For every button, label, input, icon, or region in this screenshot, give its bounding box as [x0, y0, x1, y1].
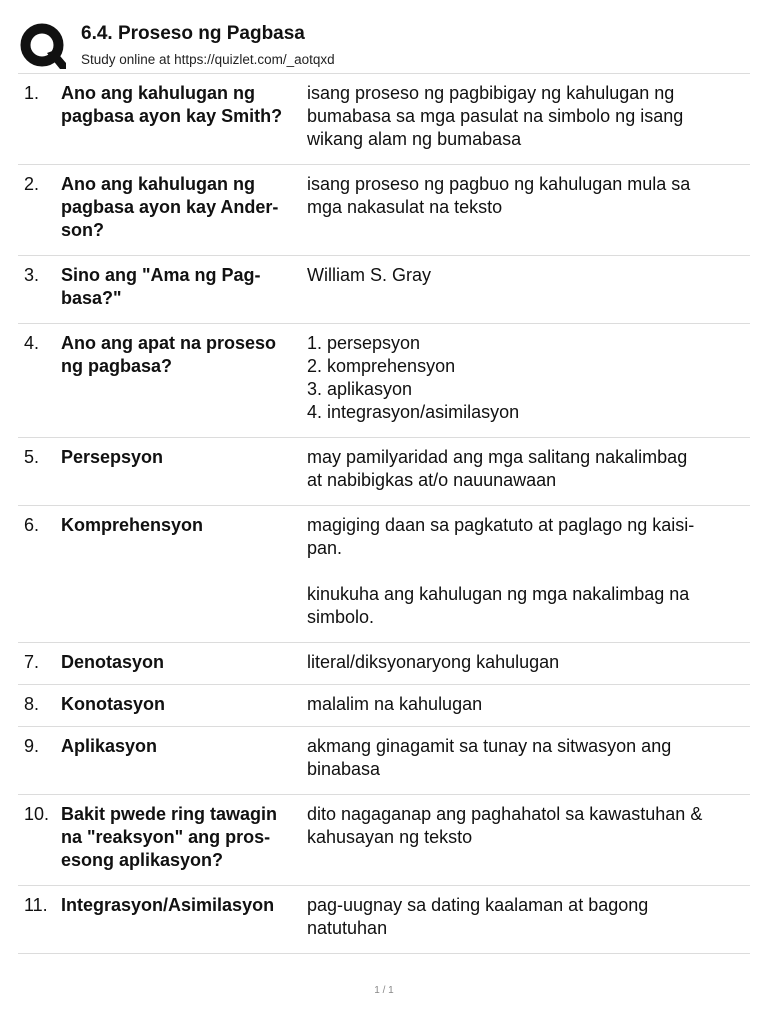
flashcard-row — [18, 506, 750, 643]
term-line: esong aplikasyon? — [61, 850, 224, 870]
flashcard-row — [18, 685, 750, 727]
flashcard-list — [18, 73, 750, 954]
definition-line: bumabasa sa mga pasulat na simbolo ng isang — [307, 106, 684, 126]
document-header — [18, 18, 750, 72]
quizlet-q-logo-icon — [20, 22, 66, 72]
card-number: 5. — [24, 447, 40, 467]
definition-line: literal/diksyonaryong kahulugan — [307, 652, 560, 672]
card-definition — [307, 795, 750, 872]
definition-line: binabasa — [307, 759, 381, 779]
definition-line: isang proseso ng pagbuo ng kahulugan mula sa — [307, 174, 691, 194]
card-term — [61, 886, 307, 940]
card-number: 4. — [24, 333, 40, 353]
term-line: Komprehensyon — [61, 515, 204, 535]
definition-line: isang proseso ng pagbibigay ng kahulugan ng — [307, 83, 675, 103]
card-definition — [307, 165, 750, 242]
page-title: 6.4. Proseso ng Pagbasa — [81, 23, 305, 44]
term-line: basa?" — [61, 288, 122, 308]
card-number: 8. — [24, 694, 40, 714]
term-line: Persepsyon — [61, 447, 164, 467]
card-definition — [307, 886, 750, 940]
card-definition — [307, 324, 750, 424]
card-definition — [307, 74, 750, 151]
flashcard-row — [18, 324, 750, 438]
term-line: Ano ang kahulugan ng — [61, 174, 255, 194]
card-term — [61, 727, 307, 781]
term-line: na "reaksyon" ang pros- — [61, 827, 271, 847]
term-line: Aplikasyon — [61, 736, 158, 756]
definition-line: natutuhan — [307, 918, 388, 938]
definition-line: dito nagaganap ang paghahatol sa kawastuhan & — [307, 804, 703, 824]
card-number: 1. — [24, 83, 40, 103]
card-definition — [307, 506, 750, 629]
definition-line: kahusayan ng teksto — [307, 827, 473, 847]
study-online-link[interactable]: Study online at https://quizlet.com/_aotqxd — [81, 52, 335, 67]
definition-line: may pamilyaridad ang mga salitang nakalimbag — [307, 447, 688, 467]
term-line: Sino ang "Ama ng Pag- — [61, 265, 261, 285]
card-definition — [307, 727, 750, 781]
flashcard-row — [18, 886, 750, 954]
flashcard-row — [18, 165, 750, 256]
card-definition — [307, 256, 750, 310]
definition-line: 1. persepsyon — [307, 333, 421, 353]
card-number: 9. — [24, 736, 40, 756]
definition-line: 4. integrasyon/asimilasyon — [307, 402, 520, 422]
definition-line: pag-uugnay sa dating kaalaman at bagong — [307, 895, 649, 915]
definition-line: simbolo. — [307, 607, 375, 627]
card-term — [61, 165, 307, 242]
flashcard-row — [18, 643, 750, 685]
card-number: 7. — [24, 652, 40, 672]
flashcard-row — [18, 74, 750, 165]
card-number: 10. — [24, 804, 50, 824]
definition-line: at nabibigkas at/o nauunawaan — [307, 470, 557, 490]
definition-line: magiging daan sa pagkatuto at paglago ng kaisi- — [307, 515, 695, 535]
term-line: pagbasa ayon kay Ander- — [61, 197, 279, 217]
card-number: 3. — [24, 265, 40, 285]
definition-line: akmang ginagamit sa tunay na sitwasyon ang — [307, 736, 672, 756]
card-definition — [307, 438, 750, 492]
card-number: 2. — [24, 174, 40, 194]
definition-line: wikang alam ng bumabasa — [307, 129, 522, 149]
term-line: pagbasa ayon kay Smith? — [61, 106, 283, 126]
card-definition — [307, 685, 750, 716]
flashcard-row — [18, 438, 750, 506]
term-line: son? — [61, 220, 104, 240]
definition-line: 3. aplikasyon — [307, 379, 413, 399]
card-term — [61, 685, 307, 716]
card-term — [61, 643, 307, 674]
page-indicator: 1 / 1 — [374, 985, 394, 996]
flashcard-row — [18, 795, 750, 886]
term-line: Bakit pwede ring tawagin — [61, 804, 278, 824]
term-line: Ano ang kahulugan ng — [61, 83, 255, 103]
definition-spacer — [307, 560, 750, 583]
card-term — [61, 438, 307, 492]
card-term — [61, 324, 307, 424]
card-number: 6. — [24, 515, 40, 535]
term-line: Ano ang apat na proseso — [61, 333, 277, 353]
card-term — [61, 795, 307, 872]
card-definition — [307, 643, 750, 674]
card-term — [61, 256, 307, 310]
card-term — [61, 506, 307, 629]
term-line: ng pagbasa? — [61, 356, 173, 376]
card-number: 11. — [24, 895, 48, 915]
flashcard-row — [18, 727, 750, 795]
definition-line: William S. Gray — [307, 265, 432, 285]
card-term — [61, 74, 307, 151]
definition-line: mga nakasulat na teksto — [307, 197, 503, 217]
term-line: Konotasyon — [61, 694, 166, 714]
flashcard-row — [18, 256, 750, 324]
term-line: Denotasyon — [61, 652, 165, 672]
definition-line: malalim na kahulugan — [307, 694, 483, 714]
definition-line: kinukuha ang kahulugan ng mga nakalimbag na — [307, 584, 690, 604]
definition-line: pan. — [307, 538, 343, 558]
term-line: Integrasyon/Asimilasyon — [61, 895, 275, 915]
definition-line: 2. komprehensyon — [307, 356, 456, 376]
